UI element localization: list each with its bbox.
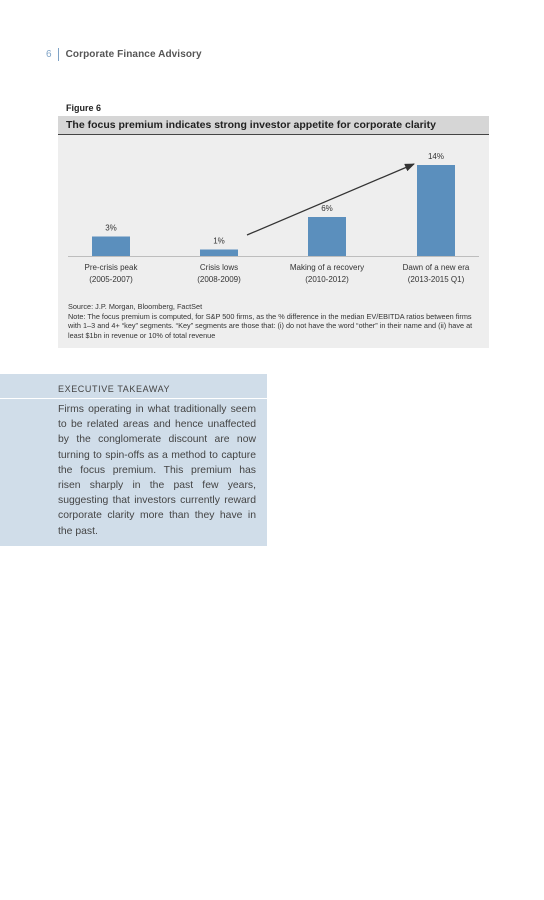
bar-value-label: 14%	[427, 152, 445, 161]
takeaway-text: Firms operating in what traditionally seem to be related areas and hence unaffected by the conglomerate discount are now turning to spin-offs as a method to capture the focus premium. This premium has risen sharply in the past few years, suggesting that investors currently reward corporate clarity more than they have in the past.	[58, 404, 256, 537]
category-label: Making of a recovery	[289, 263, 365, 272]
category-label: (2008-2009)	[197, 275, 241, 284]
bar	[200, 250, 238, 257]
category-label: Pre-crisis peak	[84, 263, 138, 272]
category-label: Crisis lows	[199, 263, 239, 272]
page-number: 6	[46, 49, 52, 60]
figure-notes	[68, 302, 480, 340]
figure-label: Figure 6	[66, 103, 102, 113]
figure-title: The focus premium indicates strong investor appetite for corporate clarity	[66, 119, 436, 131]
bar-value-label: 1%	[213, 236, 225, 246]
header-divider	[58, 48, 59, 61]
section-title: Corporate Finance Advisory	[65, 49, 202, 60]
figure-source: Source: J.P. Morgan, Bloomberg, FactSet	[68, 302, 203, 311]
bar	[92, 237, 130, 257]
bar	[308, 217, 346, 256]
category-label: (2005-2007)	[89, 275, 133, 284]
takeaway-divider	[0, 398, 267, 399]
bar-value-label: 6%	[321, 204, 333, 213]
bar-chart	[58, 135, 489, 300]
bar	[417, 165, 455, 256]
category-label: Dawn of a new era	[402, 263, 470, 272]
category-label: (2013-2015 Q1)	[407, 275, 465, 284]
category-label: (2010-2012)	[305, 275, 349, 284]
executive-takeaway-box	[0, 374, 267, 546]
page-header	[46, 48, 202, 61]
chart-panel	[58, 135, 489, 348]
takeaway-title: EXECUTIVE TAKEAWAY	[58, 384, 171, 394]
figure-note: Note: The focus premium is computed, for S&P 500 firms, as the % difference in the median EV/EBITDA ratios between firms with 1–3 and 4+ “key” segments. “Key” segments are those that: (i) do not have the word “other” in their name and (ii) have at least $1bn in revenue or 10% of total revenue	[68, 311, 473, 340]
figure-title-bar	[58, 116, 489, 135]
bar-value-label: 3%	[105, 223, 117, 233]
